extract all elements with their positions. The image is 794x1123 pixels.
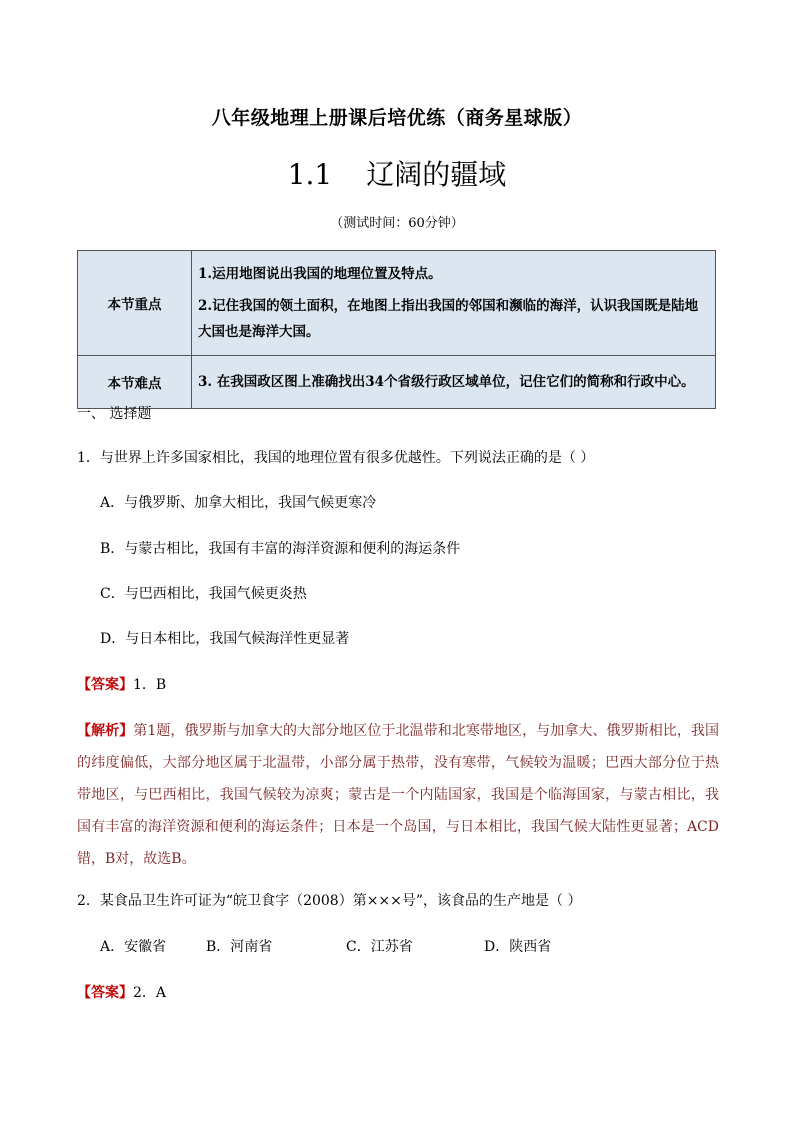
answer-value: 2．A [133,985,167,1001]
question-2-stem: 2．某食品卫生许可证为“皖卫食字（2008）第×××号”，该食品的生产地是（ ） [77,893,582,909]
question-1-stem: 1．与世界上许多国家相比，我国的地理位置有很多优越性。下列说法正确的是（ ） [77,450,595,466]
section-number: 1.1 [287,158,333,191]
question-2-answer [77,982,166,1002]
key-point-2: 2.记住我国的领土面积，在地图上指出我国的邻国和濒临的海洋，认识我国既是陆地大国也是海洋大国。 [198,298,699,340]
difficulty-point: 3. 在我国政区图上准确找出34个省级行政区域单位，记住它们的简称和行政中心。 [192,356,716,409]
question-1-option-c: C．与巴西相比，我国气候更炎热 [100,586,307,602]
section-heading [0,153,794,193]
question-1-answer [77,674,166,694]
section-title: 辽阔的疆域 [366,158,507,191]
question-2-option-c: C．江苏省 [346,939,413,955]
question-2-option-b: B．河南省 [206,939,273,955]
question-1-option-b: B．与蒙古相比，我国有丰富的海洋资源和便利的海运条件 [100,541,461,557]
answer-tag: 【答案】 [77,985,133,1001]
focus-table [77,250,716,409]
question-2-option-a: A．安徽省 [100,939,167,955]
test-time: （测试时间：60分钟） [330,216,464,231]
key-point-1: 1.运用地图说出我国的地理位置及特点。 [198,266,442,282]
question-2-options [100,936,551,956]
difficulty-label: 本节难点 [78,356,192,409]
choice-section-heading: 一、 选择题 [77,406,152,422]
question-1-option-d: D．与日本相比，我国气候海洋性更显著 [100,631,350,647]
document-title: 八年级地理上册课后培优练（商务星球版） [211,107,583,129]
question-2-option-d: D．陕西省 [484,939,552,955]
question-1-option-a: A．与俄罗斯、加拿大相比，我国气候更寒冷 [100,495,377,511]
question-1-analysis [77,715,719,875]
analysis-tag: 【解析】 [77,723,134,739]
key-points-cell [192,251,716,356]
key-points-label: 本节重点 [78,251,192,356]
difficulty-row [78,356,716,409]
analysis-text: 第1题，俄罗斯与加拿大的大部分地区位于北温带和北寒带地区，与加拿大、俄罗斯相比，我国的纬度偏低，大部分地区属于北温带，小部分属于热带，没有寒带，气候较为温暖；巴西大部分位于热带地区，与巴西相比，我国气候较为凉爽；蒙古是一个内陆国家，我国是个临海国家，与蒙古相比，我国有丰富的海洋资源和便利的海运条件；日本是一个岛国，与日本相比，我国气候大陆性更显著；ACD错，B对，故选B。 [77,723,720,867]
answer-tag: 【答案】 [77,677,133,693]
key-points-row [78,251,716,356]
answer-value: 1．B [133,677,167,693]
